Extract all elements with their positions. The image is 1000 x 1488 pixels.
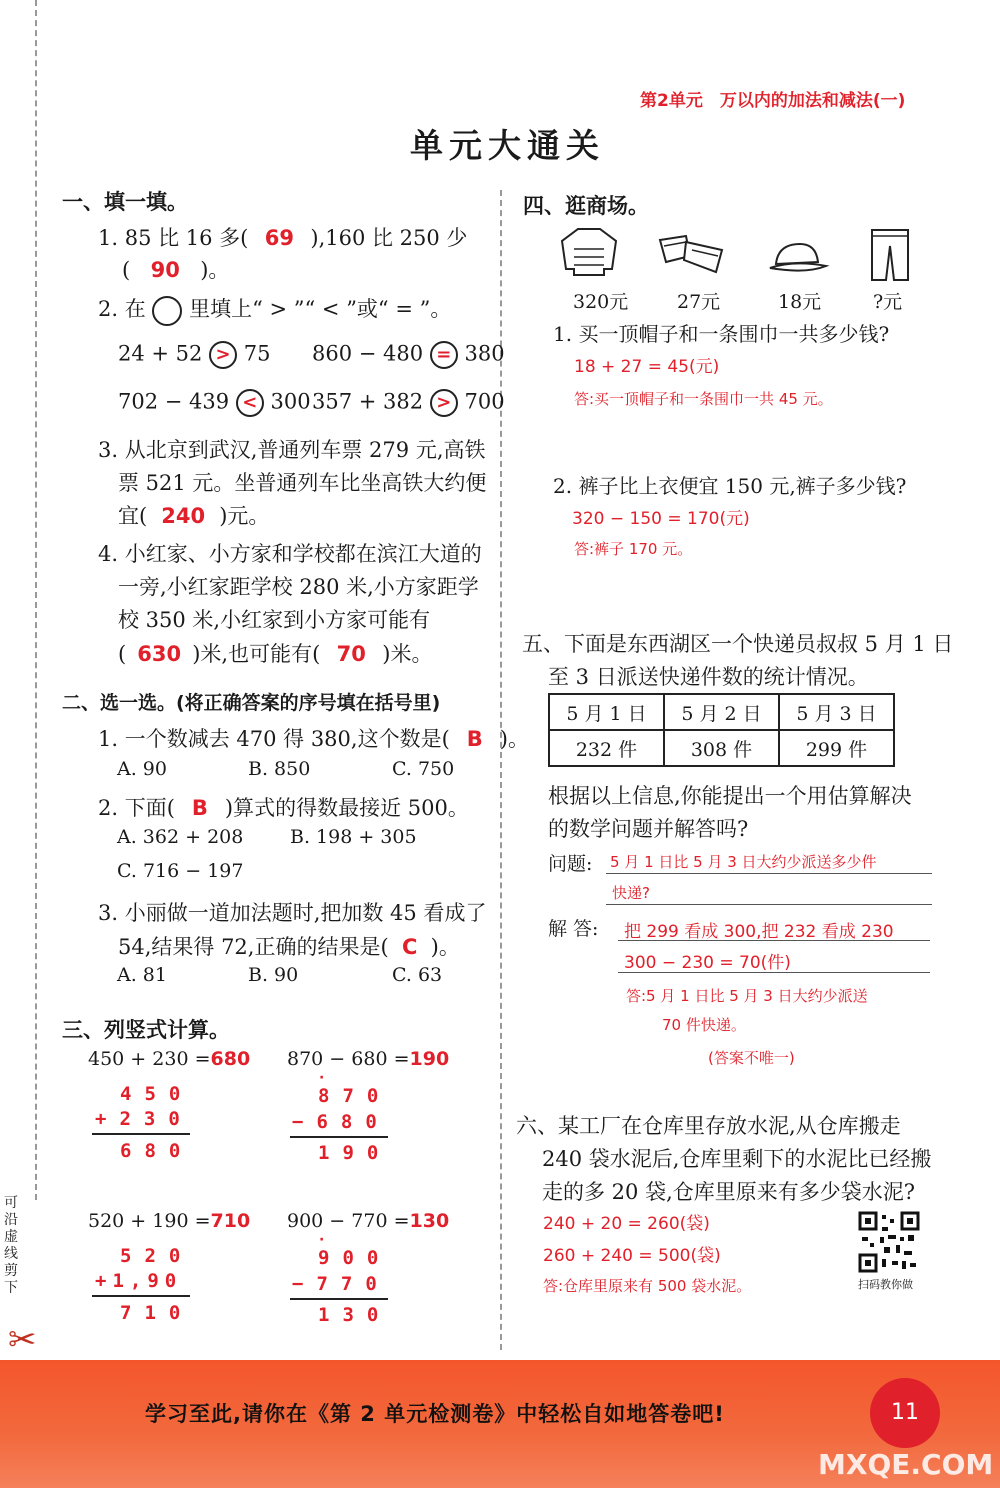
vertical-2-result: 190 [318, 1142, 392, 1164]
s2-q3-opt-b: B. 90 [248, 964, 299, 986]
s6-line1: 六、某工厂在仓库里存放水泥,从仓库搬走 [516, 1114, 901, 1138]
section-1-title: 一、填一填。 [62, 190, 188, 214]
s6-calc-1: 240 + 20 = 260(袋) [543, 1214, 710, 1234]
s2-q3-opt-c: C. 63 [392, 964, 443, 986]
s2-q2-opt-a: A. 362 + 208 [117, 826, 244, 848]
borrow-dot-2: · [319, 1070, 325, 1086]
vertical-4-result: 130 [318, 1304, 392, 1326]
s2-q2-answer: B [191, 796, 208, 820]
s5-question-line1: 5 月 1 日比 5 月 3 日大约少派送多少件 [610, 853, 877, 871]
section-3-title: 三、列竖式计算。 [62, 1018, 230, 1042]
vertical-4-a: 900 [318, 1247, 392, 1269]
s6-answer: 答:仓库里原来有 500 袋水泥。 [543, 1277, 752, 1295]
s5-answer-label: 解 答: [548, 918, 599, 940]
vertical-1-result: 680 [120, 1140, 194, 1162]
s2-q1-opt-a: A. 90 [117, 758, 167, 780]
expr-3: 520 + 190 =710 [88, 1210, 251, 1232]
compare-3: 702 − 439 < 300 [118, 389, 311, 417]
s1-q4-line4: ( 630 )米,也可能有( 70 )米。 [118, 642, 433, 666]
vertical-3-b: +1,90 [95, 1270, 183, 1292]
vertical-1-b: +230 [95, 1108, 193, 1130]
s5-prompt-line2: 的数学问题并解答吗? [548, 817, 749, 841]
compare-1: 24 + 52 > 75 [118, 341, 271, 369]
price-cap: 18元 [778, 291, 822, 313]
s2-q2: 2. 下面( B )算式的得数最接近 500。 [98, 796, 469, 820]
scarf-icon [656, 232, 726, 276]
table-cell: 232 件 [549, 730, 664, 766]
s2-q1-opt-b: B. 850 [248, 758, 311, 780]
section-2-title: 二、选一选。(将正确答案的序号填在括号里) [62, 692, 441, 714]
s4-q2: 2. 裤子比上衣便宜 150 元,裤子多少钱? [553, 474, 907, 498]
unit-title: 第2单元 万以内的加法和减法(一) [640, 91, 906, 111]
borrow-dot-4: · [319, 1232, 325, 1248]
s1-q3-line3: 宜( 240 )元。 [118, 504, 270, 528]
s1-q1-line2: ( 90 )。 [122, 258, 230, 282]
s5-answer-underline-1 [618, 940, 930, 941]
s5-answer-underline-2 [618, 972, 930, 973]
compare-4-symbol: > [430, 389, 458, 417]
compare-2: 860 − 480 = 380 [312, 341, 505, 369]
pants-icon [868, 228, 912, 282]
footer-text: 学习至此,请你在《第 2 单元检测卷》中轻松自如地答卷吧! [145, 1402, 725, 1426]
price-sweater: 320元 [573, 291, 629, 313]
expr-2: 870 − 680 =190 [287, 1048, 450, 1070]
vertical-3-a: 520 [120, 1245, 194, 1267]
page-title: 单元大通关 [410, 126, 605, 165]
cut-dashed-line [35, 0, 37, 1200]
s2-q2-opt-c: C. 716 − 197 [117, 860, 244, 882]
price-scarf: 27元 [677, 291, 721, 313]
empty-circle-icon [152, 296, 182, 326]
s4-q1-calc: 18 + 27 = 45(元) [574, 357, 720, 377]
s5-title-line2: 至 3 日派送快递件数的统计情况。 [548, 665, 869, 689]
s6-calc-2: 260 + 240 = 500(袋) [543, 1246, 721, 1266]
s5-note: (答案不唯一) [708, 1049, 795, 1067]
s2-q1-opt-c: C. 750 [392, 758, 455, 780]
table-cell: 308 件 [664, 730, 779, 766]
vertical-2-a: 870 [318, 1085, 392, 1107]
vertical-2-line [290, 1136, 388, 1138]
expr-3-answer: 710 [210, 1210, 251, 1232]
s5-question-line2: 快递? [612, 884, 650, 902]
s1-q4-answer-1: 630 [137, 642, 182, 666]
s2-q3-line2: 54,结果得 72,正确的结果是( C )。 [118, 935, 460, 959]
s2-q1-answer: B [466, 727, 483, 751]
watermark: MXQE.COM [818, 1448, 994, 1481]
s1-q3-line1: 3. 从北京到武汉,普通列车票 279 元,高铁 [98, 438, 486, 462]
s1-q1-line1: 1. 85 比 16 多( 69 ),160 比 250 少 [98, 226, 468, 250]
section-4-title: 四、逛商场。 [523, 194, 649, 218]
s2-q2-opt-b: B. 198 + 305 [290, 826, 417, 848]
s2-q3-answer: C [401, 935, 418, 959]
table-cell: 299 件 [779, 730, 894, 766]
compare-3-symbol: < [236, 389, 264, 417]
s1-q4-line2: 一旁,小红家距学校 280 米,小方家距学 [118, 575, 479, 599]
vertical-2-b: −680 [292, 1111, 390, 1133]
vertical-3-result: 710 [120, 1302, 194, 1324]
s5-prompt-line1: 根据以上信息,你能提出一个用估算解决 [548, 784, 912, 808]
s1-q3-answer: 240 [161, 504, 206, 528]
table-header: 5 月 3 日 [779, 694, 894, 730]
s1-q1-answer-2: 90 [150, 258, 180, 282]
expr-4-answer: 130 [409, 1210, 450, 1232]
s5-answer-line4: 70 件快递。 [662, 1016, 746, 1034]
s5-answer-line3: 答:5 月 1 日比 5 月 3 日大约少派送 [626, 987, 868, 1005]
vertical-4-b: −770 [292, 1273, 390, 1295]
s4-q2-calc: 320 − 150 = 170(元) [572, 509, 750, 529]
s5-answer-line1: 把 299 看成 300,把 232 看成 230 [624, 922, 894, 942]
expr-4: 900 − 770 =130 [287, 1210, 450, 1232]
s4-q1: 1. 买一顶帽子和一条围巾一共多少钱? [553, 322, 890, 346]
sweater-icon [560, 225, 618, 277]
s2-q1: 1. 一个数减去 470 得 380,这个数是( B )。 [98, 727, 529, 751]
compare-1-symbol: > [209, 341, 237, 369]
vertical-1-a: 450 [120, 1083, 194, 1105]
price-pants: ?元 [873, 291, 903, 313]
compare-2-symbol: = [430, 341, 458, 369]
s1-q4-line1: 4. 小红家、小方家和学校都在滨江大道的 [98, 542, 482, 566]
vertical-1-line [92, 1133, 190, 1135]
expr-2-answer: 190 [409, 1048, 450, 1070]
delivery-table [548, 693, 895, 767]
s1-q4-line3: 校 350 米,小红家到小方家可能有 [118, 608, 431, 632]
s5-answer-line2: 300 − 230 = 70(件) [624, 953, 791, 973]
table-header-row [549, 694, 894, 730]
qr-label: 扫码教你做 [858, 1278, 913, 1291]
expr-1-answer: 680 [210, 1048, 251, 1070]
s4-q2-answer: 答:裤子 170 元。 [574, 540, 693, 558]
s1-q1-answer-1: 69 [264, 226, 294, 250]
table-header: 5 月 2 日 [664, 694, 779, 730]
cap-icon [766, 240, 830, 276]
vertical-4-line [290, 1298, 388, 1300]
expr-1: 450 + 230 =680 [88, 1048, 251, 1070]
s1-q2-intro: 2. 在 里填上“ > ”“ < ”或“ = ”。 [98, 293, 451, 326]
s4-q1-answer: 答:买一顶帽子和一条围巾一共 45 元。 [574, 390, 833, 408]
table-row [549, 730, 894, 766]
qr-code-icon[interactable] [858, 1211, 920, 1273]
scissors-icon: ✂ [8, 1320, 37, 1360]
s5-question-label: 问题: [548, 853, 593, 875]
s6-line3: 走的多 20 袋,仓库里原来有多少袋水泥? [542, 1180, 916, 1204]
page-number: 11 [870, 1378, 940, 1448]
table-header: 5 月 1 日 [549, 694, 664, 730]
s1-q3-line2: 票 521 元。坐普通列车比坐高铁大约便 [118, 471, 487, 495]
s2-q3-opt-a: A. 81 [117, 964, 167, 986]
s5-title-line1: 五、下面是东西湖区一个快递员叔叔 5 月 1 日 [522, 632, 954, 656]
s5-question-underline-2 [606, 904, 932, 905]
cut-hint: 可沿虚线剪下 [4, 1195, 18, 1296]
s2-q3-line1: 3. 小丽做一道加法题时,把加数 45 看成了 [98, 901, 487, 925]
s1-q4-answer-2: 70 [336, 642, 366, 666]
s5-question-underline [606, 873, 932, 874]
vertical-3-line [92, 1295, 190, 1297]
s6-line2: 240 袋水泥后,仓库里剩下的水泥比已经搬 [542, 1147, 932, 1171]
compare-4: 357 + 382 > 700 [312, 389, 505, 417]
